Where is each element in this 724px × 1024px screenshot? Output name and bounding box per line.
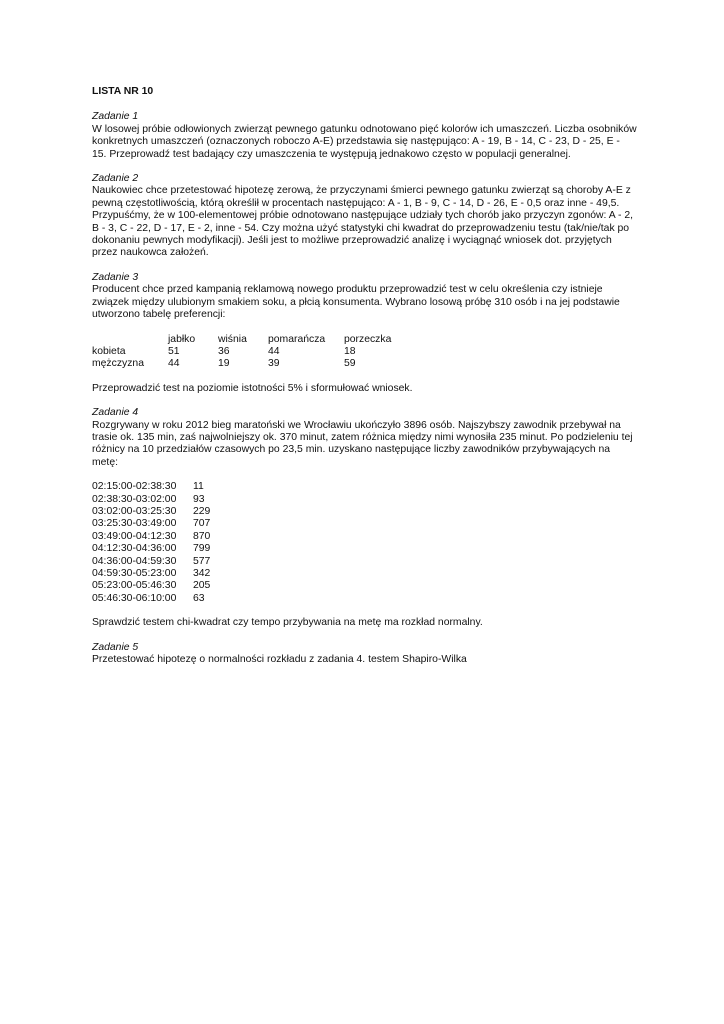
table-header-row bbox=[92, 334, 404, 346]
interval-count: 11 bbox=[193, 481, 204, 493]
table-cell: 19 bbox=[218, 358, 230, 370]
task-2-text: Naukowiec chce przetestować hipotezę zerową, że przyczynami śmierci pewnego gatunku zwierząt są choroby A-E z pewną częstotliwością, którą określił w procentach następująco: A - 1, B - 9, C - 14, D - 26, E - 0,5 oraz inne - 49,5. Przypuśćmy, że w 100-elementowej próbie odnotowano następujące udziały tych chorób jako przyczyn zgonów: A - 2, B - 3, C - 22, D - 17, E - 2, inne - 54. Czy można użyć statystyki chi kwadrat do przeprowadzeniu testu (tak/nie/tak po dokonaniu pewnych modyfikacji). Jeśli jest to możliwe przeprowadzić analizę i wyciągnąć wniosek dot. przyjętych przez naukowca założeń. bbox=[92, 185, 633, 259]
interval-range: 03:02:00-03:25:30 bbox=[92, 505, 177, 517]
interval-range: 02:38:30-03:02:00 bbox=[92, 493, 177, 505]
task-1 bbox=[92, 111, 637, 161]
interval-range: 03:25:30-03:49:00 bbox=[92, 518, 177, 530]
table-cell: 44 bbox=[268, 345, 280, 357]
table-header-cell: pomarańcza bbox=[268, 333, 326, 345]
list-item bbox=[92, 506, 637, 518]
list-item bbox=[92, 580, 637, 592]
table-row-label: kobieta bbox=[92, 345, 126, 357]
interval-count: 799 bbox=[193, 543, 211, 555]
table-cell: 18 bbox=[344, 345, 356, 357]
interval-range: 02:15:00-02:38:30 bbox=[92, 481, 177, 493]
task-4-followup: Sprawdzić testem chi-kwadrat czy tempo przybywania na metę ma rozkład normalny. bbox=[92, 617, 483, 629]
interval-range: 04:12:30-04:36:00 bbox=[92, 543, 177, 555]
table-header-cell: wiśnia bbox=[218, 333, 247, 345]
interval-count: 707 bbox=[193, 518, 211, 530]
table-header-cell: jabłko bbox=[168, 333, 196, 345]
interval-range: 04:59:30-05:23:00 bbox=[92, 568, 177, 579]
interval-count: 342 bbox=[193, 568, 211, 579]
interval-count: 229 bbox=[193, 505, 211, 517]
document-title: LISTA NR 10 bbox=[92, 86, 154, 97]
task-3-followup: Przeprowadzić test na poziomie istotności 5% i sformułować wniosek. bbox=[92, 382, 413, 394]
task-4-heading: Zadanie 4 bbox=[92, 407, 139, 419]
task-2-heading: Zadanie 2 bbox=[92, 173, 139, 185]
table-cell: 59 bbox=[344, 358, 356, 370]
task-3-text: Producent chce przed kampanią reklamową nowego produktu przeprowadzić test w celu określenia czy istnieje związek między ulubionym smakiem soku, a płcią konsumenta. Wybrano losową próbę 310 osób i na jej podstawie utworzono tabelę preferencji: bbox=[92, 284, 620, 321]
interval-count: 577 bbox=[193, 555, 211, 567]
table-row bbox=[92, 358, 404, 370]
list-item bbox=[92, 494, 637, 506]
interval-count: 870 bbox=[193, 530, 211, 542]
interval-range: 03:49:00-04:12:30 bbox=[92, 530, 177, 542]
task-5-text: Przetestować hipotezę o normalności rozkładu z zadania 4. testem Shapiro-Wilka bbox=[92, 654, 467, 666]
table-header-cell: porzeczka bbox=[344, 333, 392, 345]
table-header-cell bbox=[92, 334, 168, 346]
interval-list bbox=[92, 481, 637, 605]
list-item bbox=[92, 568, 637, 580]
task-4-text: Rozgrywany w roku 2012 bieg maratoński we Wrocławiu ukończyło 3896 osób. Najszybszy zawodnik przebywał na trasie ok. 135 min, zaś najwolniejszy ok. 370 minut, zatem różnica między nimi wynosiła 235 minut. Po podzieleniu tej różnicy na 10 przedziałów czasowych po 23,5 min. uzyskano następujące liczby zawodników przybywających na metę: bbox=[92, 419, 633, 468]
table-cell: 36 bbox=[218, 345, 230, 357]
list-item bbox=[92, 593, 637, 605]
list-item bbox=[92, 531, 637, 543]
task-1-heading: Zadanie 1 bbox=[92, 111, 139, 123]
task-5 bbox=[92, 642, 637, 667]
list-item bbox=[92, 543, 637, 555]
task-5-heading: Zadanie 5 bbox=[92, 641, 139, 653]
list-item bbox=[92, 556, 637, 568]
task-3 bbox=[92, 272, 637, 395]
interval-range: 05:46:30-06:10:00 bbox=[92, 592, 177, 604]
interval-count: 93 bbox=[193, 493, 205, 505]
table-row-label: mężczyzna bbox=[92, 358, 144, 370]
task-1-text: W losowej próbie odłowionych zwierząt pewnego gatunku odnotowano pięć kolorów ich umaszczeń. Liczba osobników konkretnych umaszczeń (oznaczonych roboczo A-E) przedstawia się następująco: A - 19, B - 14, C - 23, D - 25, E - 15. Przeprowadź test badający czy umaszczenia te występują jednakowo często w populacji generalnej. bbox=[92, 123, 637, 160]
list-item bbox=[92, 518, 637, 530]
preference-table bbox=[92, 334, 404, 371]
table-cell: 39 bbox=[268, 358, 280, 370]
interval-range: 04:36:00-04:59:30 bbox=[92, 555, 177, 567]
table-cell: 44 bbox=[168, 358, 180, 370]
table-cell: 51 bbox=[168, 345, 180, 357]
interval-count: 63 bbox=[193, 592, 205, 604]
task-4 bbox=[92, 407, 637, 630]
task-3-heading: Zadanie 3 bbox=[92, 271, 139, 283]
interval-count: 205 bbox=[193, 580, 211, 592]
document-page bbox=[92, 86, 637, 678]
table-row bbox=[92, 346, 404, 358]
list-item bbox=[92, 481, 637, 493]
interval-range: 05:23:00-05:46:30 bbox=[92, 580, 177, 592]
task-2 bbox=[92, 173, 637, 260]
